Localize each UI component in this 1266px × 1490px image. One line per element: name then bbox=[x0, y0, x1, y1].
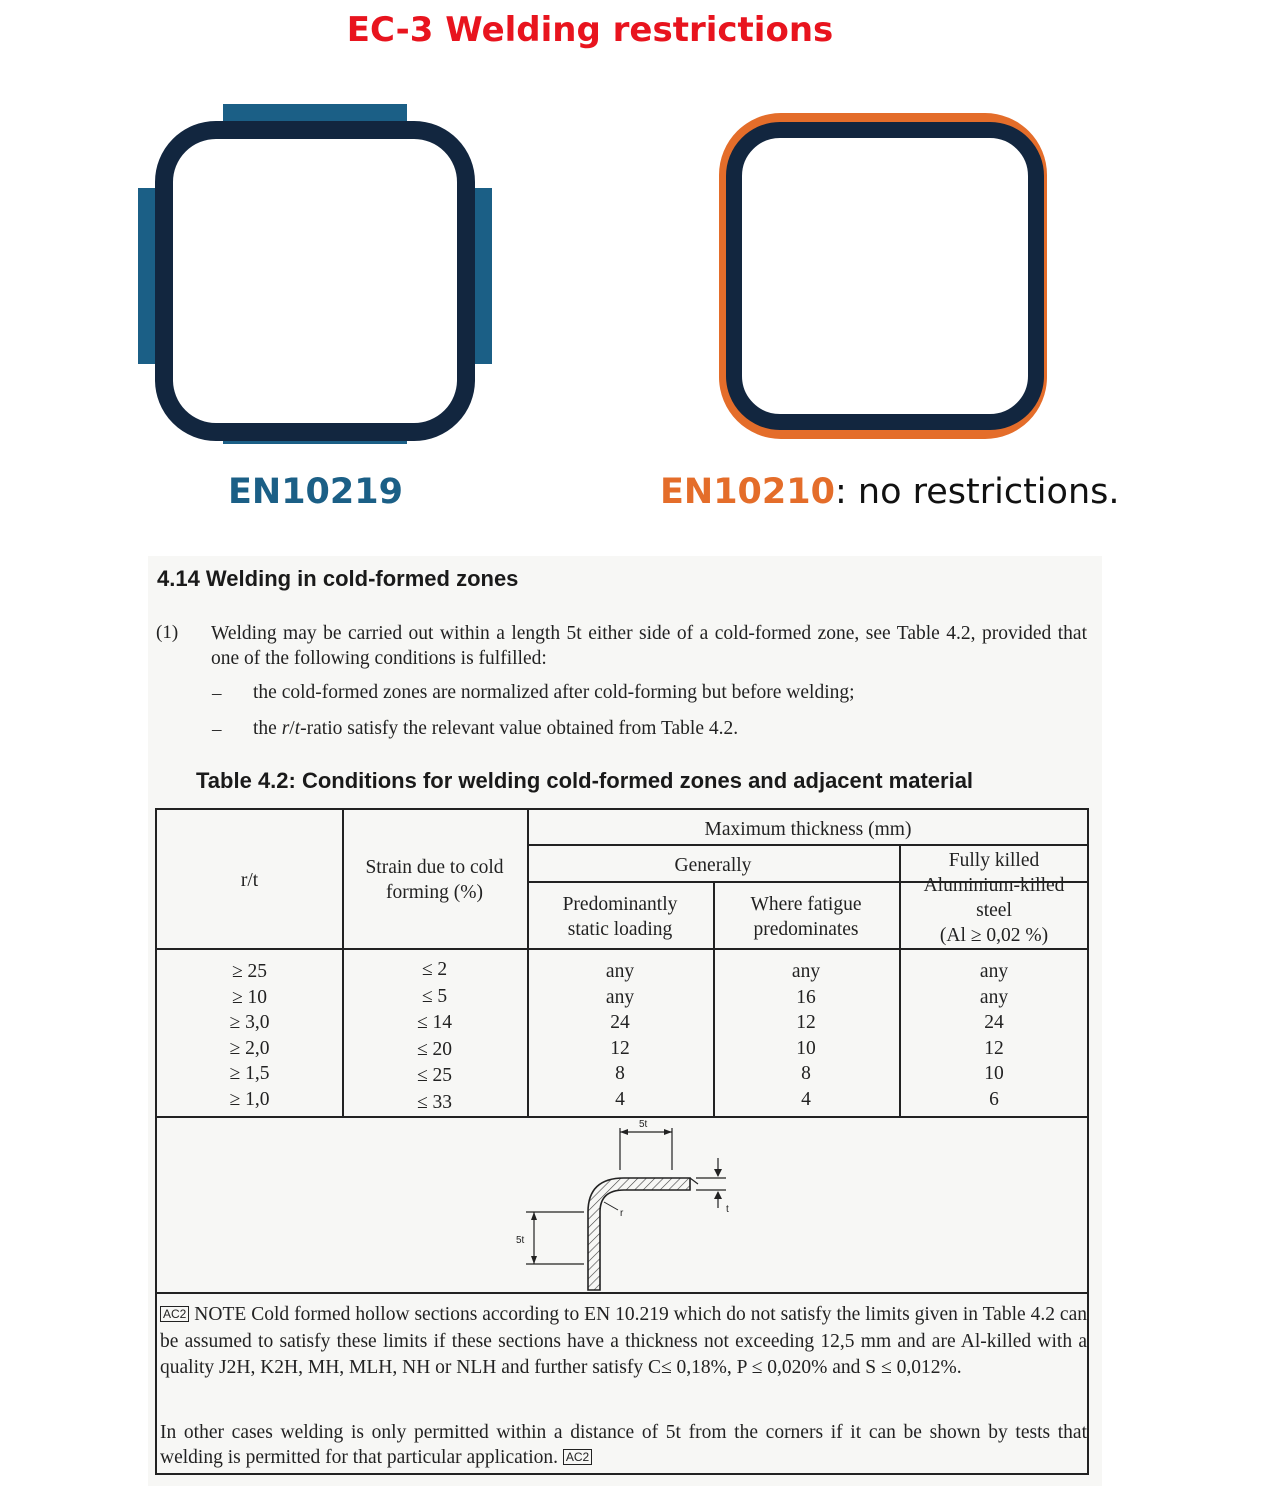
header-al-killed-line: Fully killed bbox=[948, 850, 1040, 871]
table-cell: any bbox=[979, 961, 1009, 982]
section-heading: 4.14 Welding in cold-formed zones bbox=[157, 566, 519, 591]
header-fatigue bbox=[713, 892, 899, 942]
table-line bbox=[157, 1292, 1089, 1294]
ac2-tag: AC2 bbox=[563, 1449, 592, 1465]
bullet-dash: – bbox=[212, 719, 222, 740]
note-text: In other cases welding is only permitted within a distance of 5t from the corners if it can be shown by tests that welding is permitted for that particular application. bbox=[160, 1422, 1087, 1468]
tube-wall bbox=[164, 130, 466, 432]
en10210-note: : no restrictions. bbox=[834, 472, 1120, 512]
bullet-dash: – bbox=[212, 683, 222, 704]
header-strain-line: forming (%) bbox=[386, 882, 483, 903]
table-cell: ≤ 5 bbox=[421, 985, 448, 1007]
en10219-section-illustration bbox=[130, 96, 500, 452]
bullet-r: r bbox=[281, 718, 290, 739]
table-cell: ≤ 20 bbox=[416, 1038, 453, 1060]
paragraph-number: (1) bbox=[156, 622, 179, 643]
table-cell: ≥ 3,0 bbox=[229, 1012, 270, 1033]
bullet-normalized: the cold-formed zones are normalized after cold-forming but before welding; bbox=[253, 682, 855, 703]
en10210-label bbox=[660, 472, 1119, 512]
bullet-text: -ratio satisfy the relevant value obtained from Table 4.2. bbox=[300, 718, 739, 739]
paragraph-text: Welding may be carried out within a length 5t either side of a cold-formed zone, see Table 4.2, provided that one of the following conditions is fulfilled: bbox=[211, 623, 1087, 669]
table-cell: ≥ 1,0 bbox=[229, 1088, 270, 1110]
header-static bbox=[527, 892, 713, 942]
table-cell: ≤ 14 bbox=[416, 1012, 453, 1033]
table-cell: 24 bbox=[610, 1012, 630, 1033]
column-strain bbox=[342, 957, 527, 1116]
header-strain bbox=[342, 855, 527, 905]
en10210-code: EN10210 bbox=[660, 472, 835, 512]
table-cell: 10 bbox=[796, 1037, 816, 1059]
header-static-line: Predominantly bbox=[562, 894, 678, 915]
table-cell: ≥ 10 bbox=[231, 986, 268, 1008]
arrow-head bbox=[664, 1129, 672, 1135]
arrow-head bbox=[714, 1169, 722, 1177]
dim-t-label: t bbox=[726, 1204, 729, 1215]
table-cell: 16 bbox=[796, 986, 816, 1008]
table-line bbox=[157, 948, 1089, 950]
radius-label: r bbox=[620, 1208, 624, 1219]
header-fatigue-line: Where fatigue bbox=[750, 894, 862, 915]
table-cell: 6 bbox=[989, 1088, 999, 1110]
table-cell: ≤ 33 bbox=[416, 1091, 453, 1113]
header-al-killed bbox=[899, 848, 1089, 948]
page-title: EC-3 Welding restrictions bbox=[346, 10, 834, 50]
table-cell: ≥ 1,5 bbox=[229, 1063, 270, 1084]
table-cell: 12 bbox=[796, 1012, 816, 1033]
en10219-label: EN10219 bbox=[228, 472, 403, 512]
bullet-slash: / bbox=[289, 718, 295, 739]
header-max-thickness: Maximum thickness (mm) bbox=[704, 819, 912, 840]
table-cell: ≥ 2,0 bbox=[229, 1037, 270, 1059]
table-cell: 8 bbox=[801, 1063, 811, 1084]
arrow-head bbox=[620, 1129, 628, 1135]
arrow-head bbox=[714, 1191, 722, 1199]
bullet-text: the bbox=[253, 718, 282, 739]
table-cell: ≤ 25 bbox=[416, 1065, 453, 1086]
tube-wall bbox=[734, 130, 1036, 422]
table-cell: 24 bbox=[984, 1012, 1004, 1033]
column-al-killed bbox=[899, 959, 1089, 1112]
column-fatigue bbox=[713, 959, 899, 1112]
column-static bbox=[527, 959, 713, 1112]
table-cell: 12 bbox=[984, 1037, 1004, 1059]
table-cell: 10 bbox=[984, 1063, 1004, 1084]
table-cell: any bbox=[605, 986, 635, 1008]
other-cases-paragraph bbox=[160, 1420, 1087, 1470]
note-paragraph bbox=[160, 1302, 1087, 1382]
plate-end bbox=[690, 1178, 698, 1184]
bent-plate bbox=[588, 1178, 690, 1290]
header-fatigue-line: predominates bbox=[753, 919, 859, 940]
table-cell: 4 bbox=[615, 1088, 625, 1110]
header-al-killed-line: steel bbox=[976, 900, 1012, 921]
table-cell: 12 bbox=[610, 1037, 630, 1059]
table-cell: any bbox=[979, 986, 1009, 1008]
note-text: NOTE Cold formed hollow sections according to EN 10.219 which do not satisfy the limits given in Table 4.2 can be assumed to satisfy these limits if these sections have a thickness not exceeding 12,5 mm and are Al-killed with a quality J2H, K2H, MH, MLH, NH or NLH and further satisfy C≤ 0,18%, P ≤ 0,020% and S ≤ 0,012%. bbox=[160, 1304, 1087, 1378]
bullet-t: t bbox=[294, 718, 301, 739]
arrow-head bbox=[531, 1212, 537, 1220]
table-cell: any bbox=[791, 961, 821, 982]
header-strain-line: Strain due to cold bbox=[365, 857, 504, 878]
table-cell: ≥ 25 bbox=[231, 961, 268, 982]
header-al-killed-line: Aluminium-killed bbox=[923, 875, 1065, 896]
table-title: Table 4.2: Conditions for welding cold-formed zones and adjacent material bbox=[196, 768, 974, 793]
arrow-head bbox=[531, 1256, 537, 1264]
table-cell: 8 bbox=[615, 1063, 625, 1084]
table-cell: ≤ 2 bbox=[421, 959, 448, 980]
dim-top-label: 5t bbox=[639, 1119, 648, 1130]
table-line bbox=[527, 844, 1089, 846]
radius-pointer bbox=[604, 1202, 618, 1210]
dim-left-label: 5t bbox=[516, 1235, 525, 1246]
column-rt bbox=[157, 959, 342, 1112]
ac2-tag: AC2 bbox=[160, 1306, 189, 1322]
table-cell: 4 bbox=[801, 1088, 811, 1110]
table-cell: any bbox=[605, 961, 635, 982]
bullet-rt-ratio bbox=[253, 718, 738, 740]
header-al-killed-line: (Al ≥ 0,02 %) bbox=[939, 925, 1049, 946]
header-rt: r/t bbox=[240, 870, 259, 891]
en10210-section-illustration bbox=[700, 96, 1070, 452]
header-generally: Generally bbox=[674, 855, 752, 876]
header-static-line: static loading bbox=[567, 919, 673, 940]
cold-formed-corner-figure bbox=[500, 1112, 760, 1292]
